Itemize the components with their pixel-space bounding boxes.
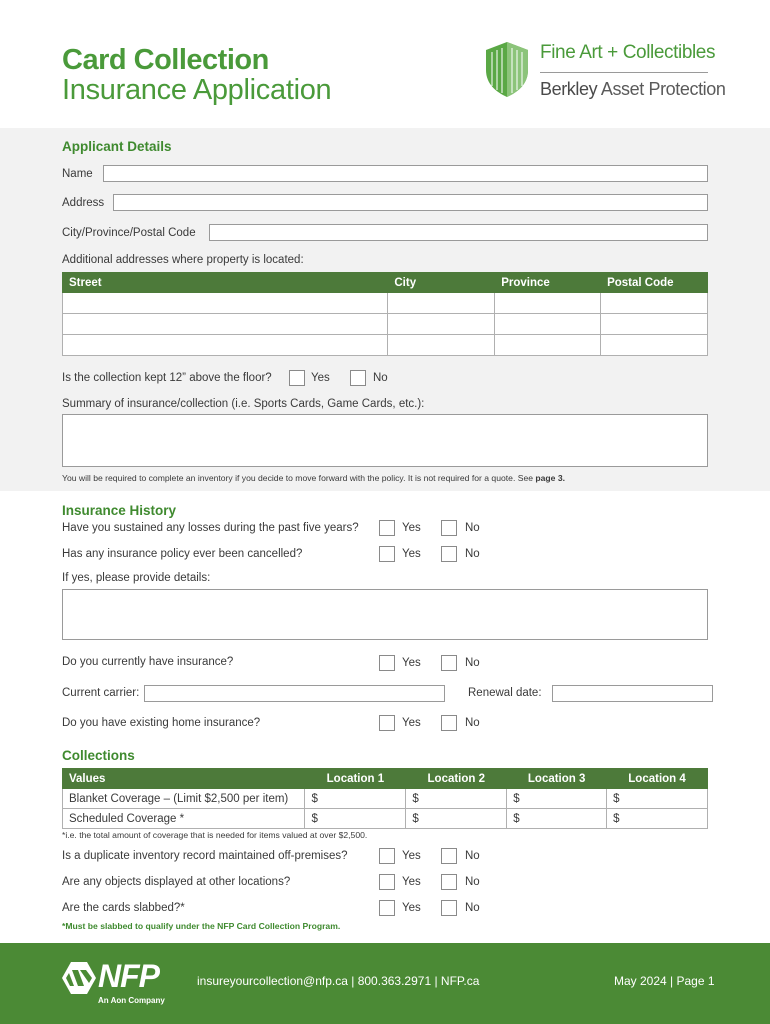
- cancelled-no-label: No: [465, 548, 480, 560]
- losses-question: Have you sustained any losses during the past five years?: [62, 522, 359, 534]
- logo-rest: Asset Protection: [597, 79, 726, 99]
- province-cell[interactable]: [495, 335, 601, 356]
- coverage-footnote: *i.e. the total amount of coverage that is needed for items valued at over $2,500.: [62, 830, 368, 840]
- postal-code-cell[interactable]: [601, 314, 708, 335]
- header-postal-code: Postal Code: [601, 273, 708, 293]
- shield-logo-icon: [484, 40, 530, 98]
- cancelled-question: Has any insurance policy ever been cancelled?: [62, 548, 303, 560]
- renewal-date-label: Renewal date:: [468, 687, 542, 699]
- duplicate-question: Is a duplicate inventory record maintained off-premises?: [62, 850, 348, 862]
- displayed-question: Are any objects displayed at other locations?: [62, 876, 291, 888]
- slabbed-question: Are the cards slabbed?*: [62, 902, 185, 914]
- footer-contact: insureyourcollection@nfp.ca | 800.363.2971 | NFP.ca: [197, 974, 480, 988]
- city-province-postal-field[interactable]: [209, 224, 708, 241]
- current-insurance-question: Do you currently have insurance?: [62, 656, 234, 668]
- address-field[interactable]: [113, 194, 708, 211]
- details-label: If yes, please provide details:: [62, 572, 211, 584]
- title-line-2: Insurance Application: [62, 74, 332, 106]
- table-row: [63, 809, 708, 829]
- table-row: [63, 335, 708, 356]
- street-cell[interactable]: [63, 293, 388, 314]
- collections-header-row: [63, 769, 708, 789]
- cancelled-no-checkbox[interactable]: [441, 546, 457, 562]
- row-label: Scheduled Coverage *: [63, 809, 305, 829]
- logo-berkley: [540, 79, 726, 100]
- value-cell[interactable]: $: [406, 809, 507, 829]
- summary-textarea[interactable]: [62, 414, 708, 467]
- slabbed-yes-checkbox[interactable]: [379, 900, 395, 916]
- table-row: [63, 789, 708, 809]
- duplicate-no-checkbox[interactable]: [441, 848, 457, 864]
- losses-no-label: No: [465, 522, 480, 534]
- header-location-1: Location 1: [305, 769, 406, 789]
- home-yes-label: Yes: [402, 717, 421, 729]
- additional-addresses-label: Additional addresses where property is located:: [62, 254, 304, 266]
- city-cell[interactable]: [388, 335, 495, 356]
- home-no-checkbox[interactable]: [441, 715, 457, 731]
- nfp-logo-icon: [62, 962, 96, 994]
- header-city: City: [388, 273, 495, 293]
- renewal-date-field[interactable]: [552, 685, 713, 702]
- displayed-no-checkbox[interactable]: [441, 874, 457, 890]
- losses-no-checkbox[interactable]: [441, 520, 457, 536]
- row-label: Blanket Coverage – (Limit $2,500 per item): [63, 789, 305, 809]
- logo-brand: Berkley: [540, 79, 598, 99]
- header-values: Values: [63, 769, 305, 789]
- collections-title: Collections: [62, 748, 135, 763]
- city-province-postal-label: City/Province/Postal Code: [62, 227, 196, 239]
- duplicate-no-label: No: [465, 850, 480, 862]
- duplicate-yes-checkbox[interactable]: [379, 848, 395, 864]
- current-yes-label: Yes: [402, 657, 421, 669]
- value-cell[interactable]: $: [305, 789, 406, 809]
- additional-addresses-table: [62, 272, 708, 356]
- city-cell[interactable]: [388, 293, 495, 314]
- cancelled-yes-label: Yes: [402, 548, 421, 560]
- name-field[interactable]: [103, 165, 708, 182]
- postal-code-cell[interactable]: [601, 335, 708, 356]
- title-line-1: Card Collection: [62, 44, 269, 76]
- floor-yes-label: Yes: [311, 372, 330, 384]
- home-no-label: No: [465, 717, 480, 729]
- header-location-4: Location 4: [607, 769, 708, 789]
- header-street: Street: [63, 273, 388, 293]
- nfp-brand: NFP: [98, 958, 159, 994]
- inventory-note-text: You will be required to complete an inventory if you decide to move forward with the policy. It is not required for a quote. See: [62, 473, 536, 483]
- address-label: Address: [62, 197, 105, 209]
- collections-table: [62, 768, 708, 829]
- table-header-row: [63, 273, 708, 293]
- losses-yes-label: Yes: [402, 522, 421, 534]
- logo-fine-art: Fine Art + Collectibles: [540, 42, 716, 63]
- value-cell[interactable]: $: [607, 809, 708, 829]
- value-cell[interactable]: $: [507, 789, 607, 809]
- insurance-history-title: Insurance History: [62, 503, 177, 518]
- current-yes-checkbox[interactable]: [379, 655, 395, 671]
- slabbed-no-checkbox[interactable]: [441, 900, 457, 916]
- current-carrier-field[interactable]: [144, 685, 445, 702]
- slabbed-no-label: No: [465, 902, 480, 914]
- table-row: [63, 293, 708, 314]
- province-cell[interactable]: [495, 314, 601, 335]
- home-insurance-question: Do you have existing home insurance?: [62, 717, 261, 729]
- header-province: Province: [495, 273, 601, 293]
- current-carrier-label: Current carrier:: [62, 687, 140, 699]
- postal-code-cell[interactable]: [601, 293, 708, 314]
- value-cell[interactable]: $: [607, 789, 708, 809]
- home-yes-checkbox[interactable]: [379, 715, 395, 731]
- value-cell[interactable]: $: [406, 789, 507, 809]
- slab-note: *Must be slabbed to qualify under the NFP Card Collection Program.: [62, 921, 341, 931]
- footer-page: May 2024 | Page 1: [614, 974, 715, 988]
- slabbed-yes-label: Yes: [402, 902, 421, 914]
- value-cell[interactable]: $: [305, 809, 406, 829]
- inventory-page-link: page 3.: [535, 473, 566, 483]
- cancelled-yes-checkbox[interactable]: [379, 546, 395, 562]
- table-row: [63, 314, 708, 335]
- floor-no-checkbox[interactable]: [350, 370, 366, 386]
- street-cell[interactable]: [63, 314, 388, 335]
- floor-question: Is the collection kept 12” above the floor?: [62, 372, 272, 384]
- details-textarea[interactable]: [62, 589, 708, 640]
- displayed-no-label: No: [465, 876, 480, 888]
- current-no-checkbox[interactable]: [441, 655, 457, 671]
- logo-divider: [540, 72, 708, 73]
- displayed-yes-checkbox[interactable]: [379, 874, 395, 890]
- applicant-details-title: Applicant Details: [62, 139, 172, 154]
- header-location-3: Location 3: [507, 769, 607, 789]
- nfp-sub: An Aon Company: [98, 996, 165, 1005]
- inventory-note: [62, 473, 565, 483]
- floor-yes-checkbox[interactable]: [289, 370, 305, 386]
- value-cell[interactable]: $: [507, 809, 607, 829]
- current-no-label: No: [465, 657, 480, 669]
- summary-label: Summary of insurance/collection (i.e. Sports Cards, Game Cards, etc.):: [62, 398, 425, 410]
- street-cell[interactable]: [63, 335, 388, 356]
- header-location-2: Location 2: [406, 769, 507, 789]
- losses-yes-checkbox[interactable]: [379, 520, 395, 536]
- name-label: Name: [62, 168, 93, 180]
- displayed-yes-label: Yes: [402, 876, 421, 888]
- city-cell[interactable]: [388, 314, 495, 335]
- province-cell[interactable]: [495, 293, 601, 314]
- floor-no-label: No: [373, 372, 388, 384]
- duplicate-yes-label: Yes: [402, 850, 421, 862]
